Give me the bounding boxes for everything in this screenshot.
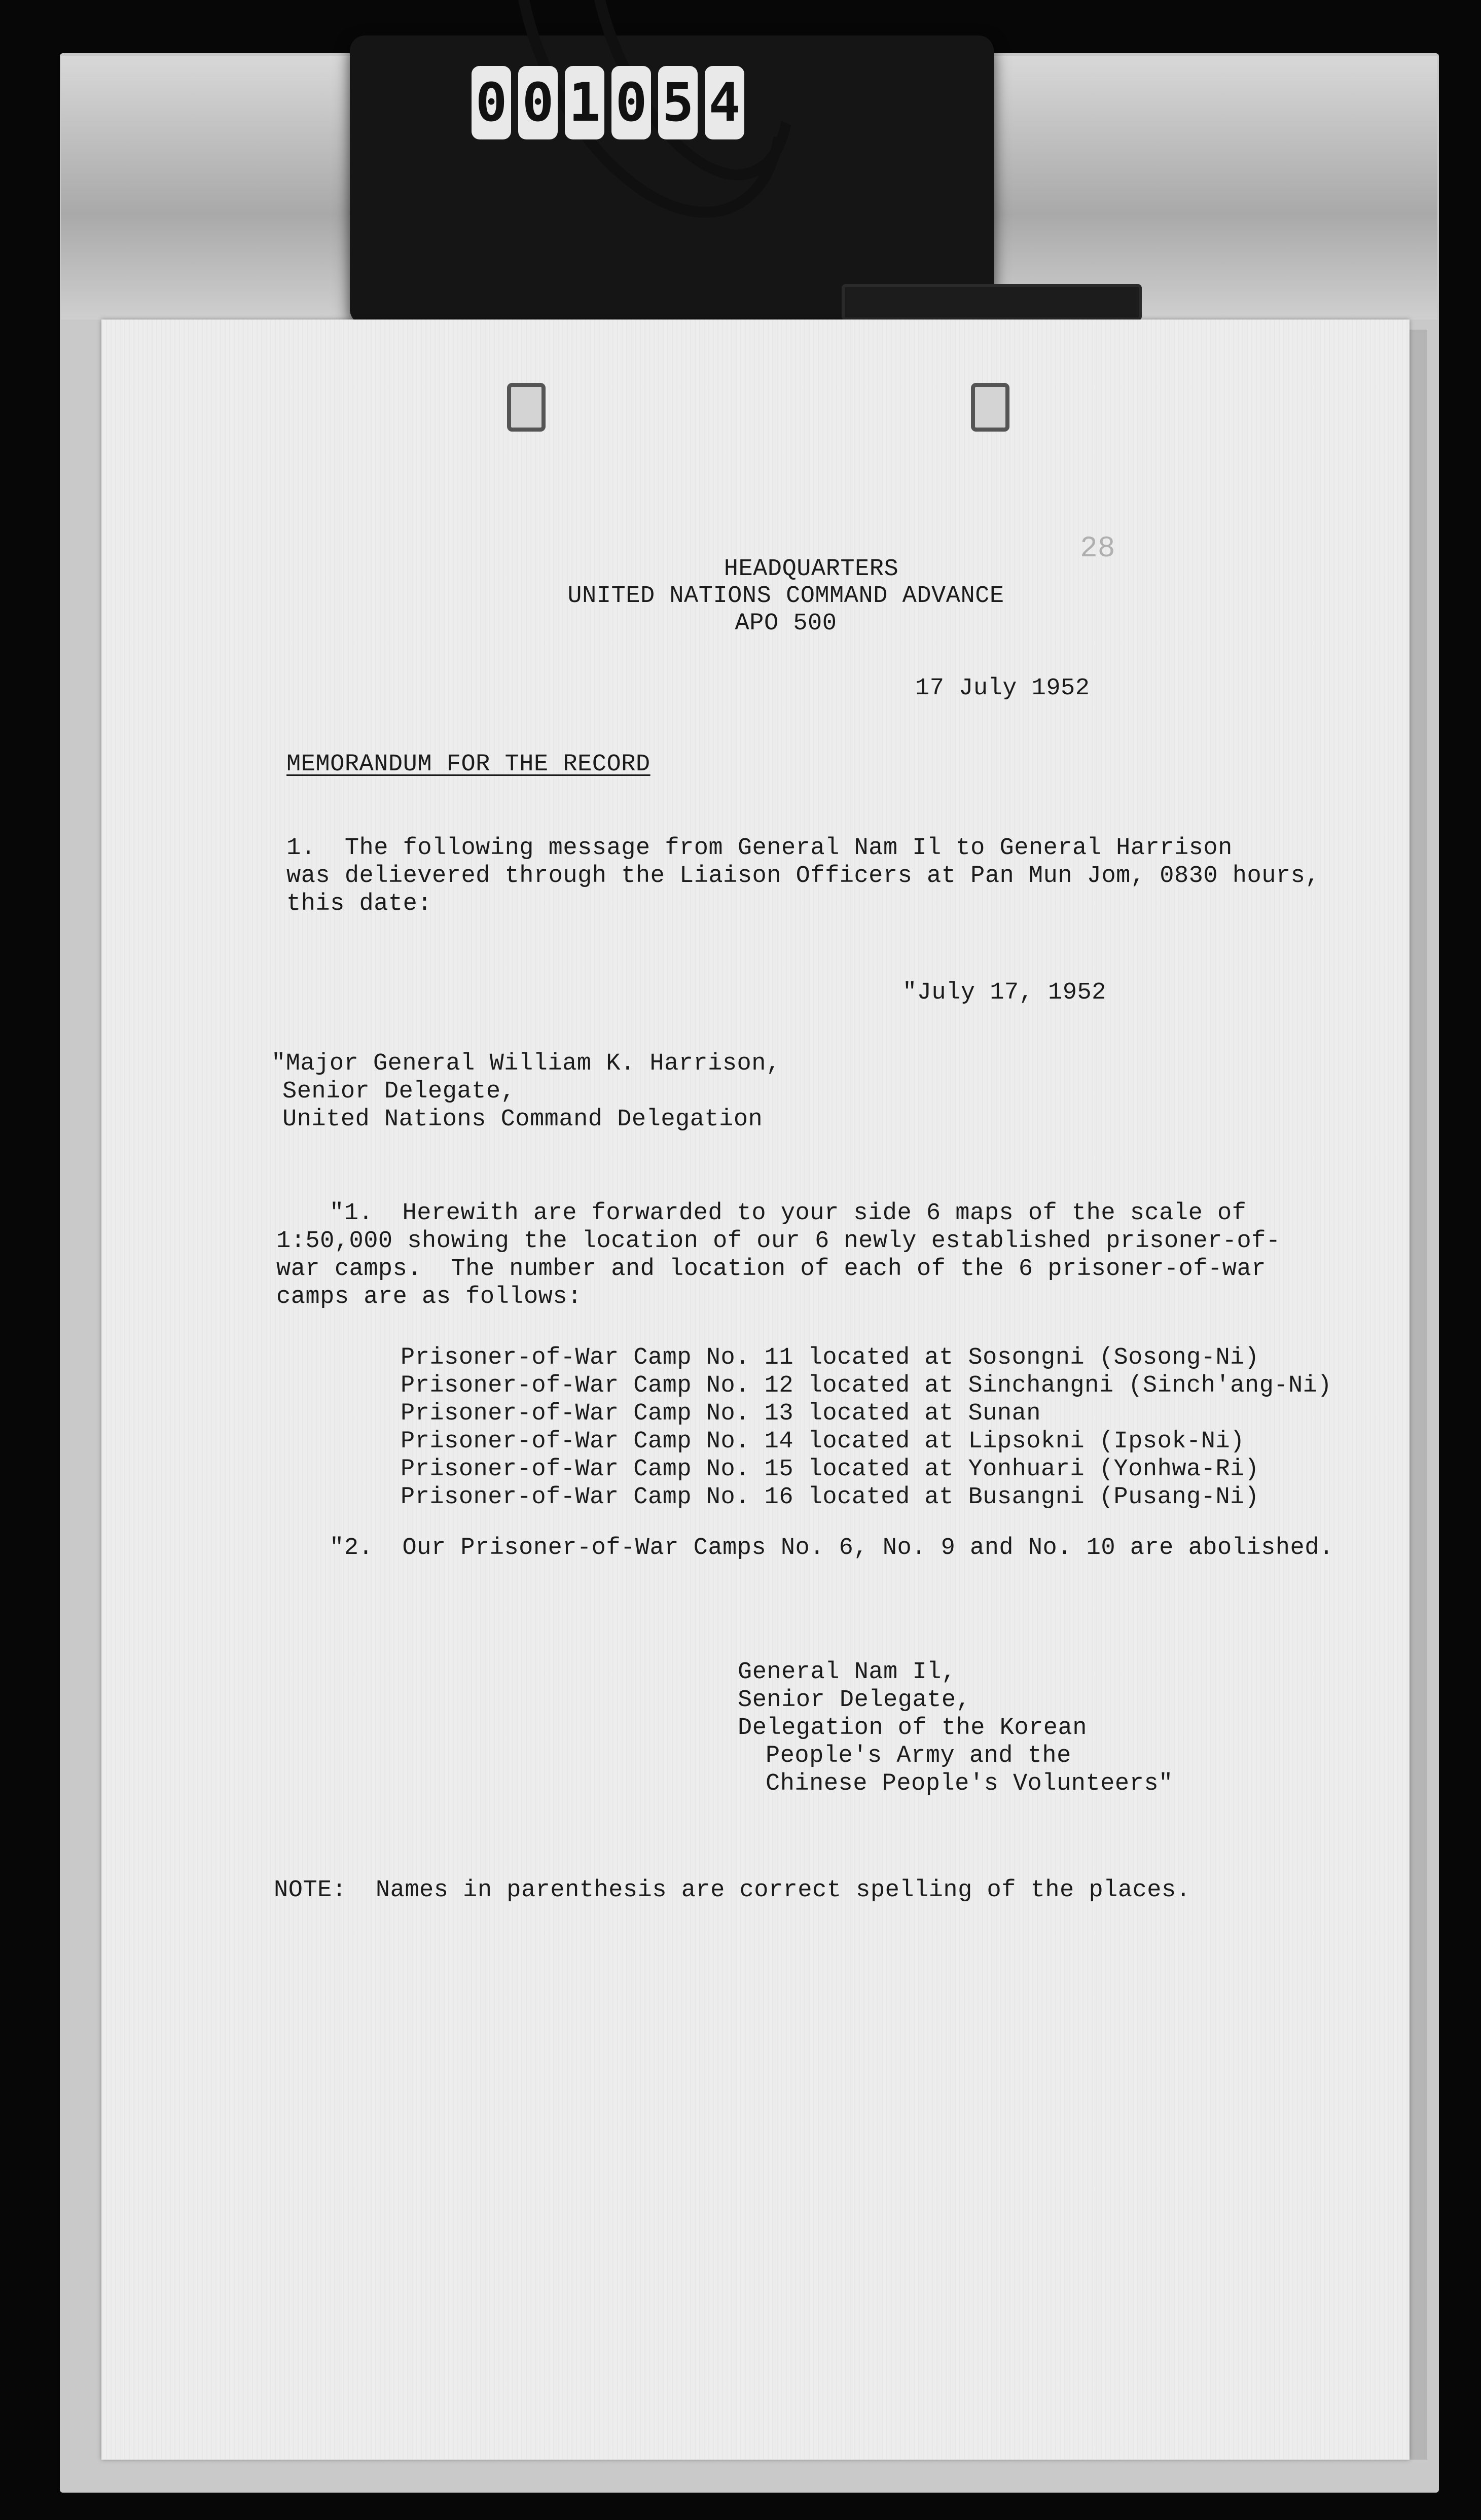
message-paragraph-2: "2. Our Prisoner-of-War Camps No. 6, No. 9 and No. 10 are abolished. [330,1535,1334,1561]
message-line: war camps. The number and location of each of the 6 prisoner-of-war [276,1256,1266,1283]
message-date: "July 17, 1952 [902,979,1106,1006]
camp-list-item: Prisoner-of-War Camp No. 14 located at Lipsokni (Ipsok-Ni) [401,1428,1245,1455]
paragraph-line: was delievered through the Liaison Officers at Pan Mun Jom, 0830 hours, [286,863,1320,890]
memo-date: 17 July 1952 [915,675,1090,702]
counter-digit: 0 [518,66,558,139]
addressee-line: United Nations Command Delegation [282,1106,763,1133]
counter-digit: 5 [658,66,698,139]
document-page [101,320,1410,2460]
camp-list-item: Prisoner-of-War Camp No. 16 located at Busangni (Pusang-Ni) [401,1484,1259,1511]
message-line: "1. Herewith are forwarded to your side 6 maps of the scale of [330,1200,1247,1227]
memo-title: MEMORANDUM FOR THE RECORD [286,751,651,778]
paper-edge [1407,330,1427,2460]
camp-list-item: Prisoner-of-War Camp No. 15 located at Yonhuari (Yonhwa-Ri) [401,1456,1259,1483]
camp-list-item: Prisoner-of-War Camp No. 12 located at Sinchangni (Sinch'ang-Ni) [401,1372,1332,1399]
signature-line: Chinese People's Volunteers" [766,1770,1173,1797]
addressee-line: Senior Delegate, [282,1078,516,1105]
counter-digit: 0 [611,66,651,139]
punch-hole [507,383,546,432]
counter-digits [472,66,744,139]
paragraph-line: 1. The following message from General Nam Il to General Harrison [286,835,1233,862]
message-line: camps are as follows: [276,1284,582,1310]
addressee-line: "Major General William K. Harrison, [271,1050,781,1077]
camp-list-item: Prisoner-of-War Camp No. 13 located at Sunan [401,1400,1041,1427]
letterhead-line: UNITED NATIONS COMMAND ADVANCE [567,583,1004,610]
counter-window [842,284,1142,321]
counter-digit: 4 [705,66,744,139]
counter-digit: 0 [472,66,511,139]
note: NOTE: Names in parenthesis are correct spelling of the places. [274,1877,1191,1904]
signature-line: Senior Delegate, [738,1687,971,1714]
message-line: 1:50,000 showing the location of our 6 newly established prisoner-of- [276,1228,1281,1255]
paragraph-line: this date: [286,891,432,917]
counter-digit: 1 [565,66,604,139]
signature-line: People's Army and the [766,1743,1071,1769]
letterhead-line: HEADQUARTERS [724,556,899,583]
signature-line: General Nam Il, [738,1659,956,1686]
signature-line: Delegation of the Korean [738,1715,1087,1742]
letterhead-line: APO 500 [735,610,837,637]
punch-hole [971,383,1009,432]
camp-list-item: Prisoner-of-War Camp No. 11 located at Sosongni (Sosong-Ni) [401,1344,1259,1371]
folio-number: 28 [1080,533,1115,565]
